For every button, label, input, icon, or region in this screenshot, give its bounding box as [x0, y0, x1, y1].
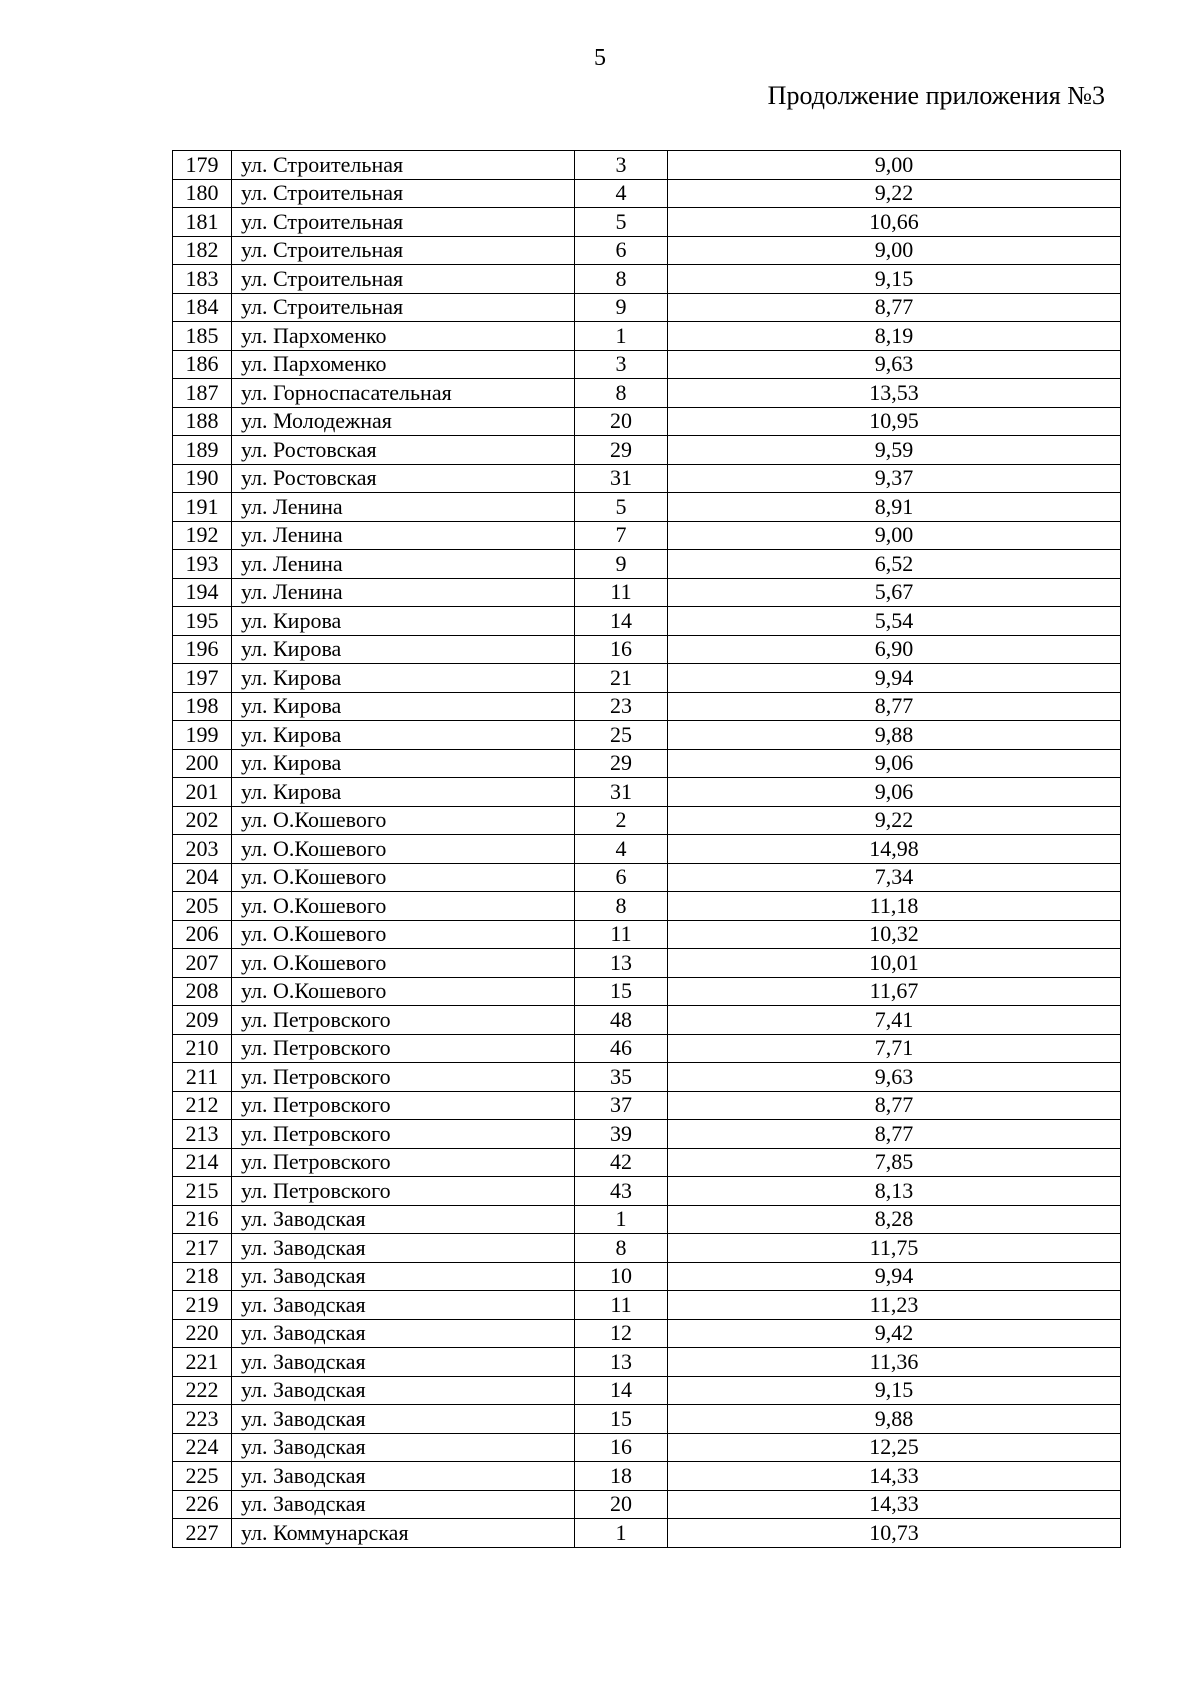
table-row	[173, 1034, 1121, 1063]
row-number-cell: 212	[173, 1091, 232, 1120]
row-number-cell: 211	[173, 1063, 232, 1092]
street-cell: ул. Петровского	[232, 1034, 575, 1063]
value-cell: 10,01	[668, 949, 1121, 978]
house-number-cell: 6	[575, 236, 668, 265]
street-cell: ул. Заводская	[232, 1376, 575, 1405]
house-number-cell: 39	[575, 1120, 668, 1149]
street-cell: ул. Заводская	[232, 1262, 575, 1291]
row-number-cell: 185	[173, 322, 232, 351]
row-number-cell: 209	[173, 1006, 232, 1035]
street-cell: ул. Заводская	[232, 1490, 575, 1519]
value-cell: 6,52	[668, 550, 1121, 579]
row-number-cell: 226	[173, 1490, 232, 1519]
house-number-cell: 13	[575, 1348, 668, 1377]
street-cell: ул. О.Кошевого	[232, 835, 575, 864]
table-row	[173, 1462, 1121, 1491]
row-number-cell: 215	[173, 1177, 232, 1206]
street-cell: ул. О.Кошевого	[232, 863, 575, 892]
house-number-cell: 3	[575, 151, 668, 180]
value-cell: 9,15	[668, 1376, 1121, 1405]
table-row	[173, 151, 1121, 180]
table-row	[173, 977, 1121, 1006]
house-number-cell: 1	[575, 1519, 668, 1548]
table-row	[173, 1376, 1121, 1405]
house-number-cell: 1	[575, 1205, 668, 1234]
street-cell: ул. Петровского	[232, 1148, 575, 1177]
house-number-cell: 18	[575, 1462, 668, 1491]
row-number-cell: 201	[173, 778, 232, 807]
value-cell: 9,15	[668, 265, 1121, 294]
table-row	[173, 835, 1121, 864]
table-row	[173, 1205, 1121, 1234]
street-cell: ул. Кирова	[232, 692, 575, 721]
house-number-cell: 16	[575, 635, 668, 664]
street-cell: ул. Заводская	[232, 1319, 575, 1348]
table-row	[173, 1405, 1121, 1434]
value-cell: 10,95	[668, 407, 1121, 436]
table-row	[173, 293, 1121, 322]
table-row	[173, 236, 1121, 265]
table-row	[173, 1148, 1121, 1177]
street-cell: ул. Строительная	[232, 293, 575, 322]
data-table	[172, 150, 1121, 1548]
row-number-cell: 189	[173, 436, 232, 465]
value-cell: 9,22	[668, 179, 1121, 208]
house-number-cell: 37	[575, 1091, 668, 1120]
house-number-cell: 8	[575, 379, 668, 408]
row-number-cell: 183	[173, 265, 232, 294]
house-number-cell: 15	[575, 1405, 668, 1434]
row-number-cell: 222	[173, 1376, 232, 1405]
house-number-cell: 21	[575, 664, 668, 693]
table-row	[173, 464, 1121, 493]
table-row	[173, 1262, 1121, 1291]
street-cell: ул. Строительная	[232, 179, 575, 208]
table-row	[173, 436, 1121, 465]
row-number-cell: 217	[173, 1234, 232, 1263]
street-cell: ул. Пархоменко	[232, 322, 575, 351]
street-cell: ул. Ростовская	[232, 464, 575, 493]
house-number-cell: 23	[575, 692, 668, 721]
table-row	[173, 265, 1121, 294]
value-cell: 9,63	[668, 350, 1121, 379]
row-number-cell: 192	[173, 521, 232, 550]
house-number-cell: 14	[575, 607, 668, 636]
row-number-cell: 213	[173, 1120, 232, 1149]
value-cell: 11,75	[668, 1234, 1121, 1263]
table-row	[173, 521, 1121, 550]
table-row	[173, 208, 1121, 237]
house-number-cell: 42	[575, 1148, 668, 1177]
row-number-cell: 193	[173, 550, 232, 579]
table-row	[173, 350, 1121, 379]
street-cell: ул. О.Кошевого	[232, 920, 575, 949]
house-number-cell: 5	[575, 493, 668, 522]
street-cell: ул. Ленина	[232, 550, 575, 579]
value-cell: 13,53	[668, 379, 1121, 408]
row-number-cell: 200	[173, 749, 232, 778]
value-cell: 9,63	[668, 1063, 1121, 1092]
row-number-cell: 219	[173, 1291, 232, 1320]
value-cell: 5,54	[668, 607, 1121, 636]
house-number-cell: 1	[575, 322, 668, 351]
street-cell: ул. Кирова	[232, 607, 575, 636]
row-number-cell: 198	[173, 692, 232, 721]
value-cell: 9,59	[668, 436, 1121, 465]
value-cell: 9,94	[668, 664, 1121, 693]
row-number-cell: 184	[173, 293, 232, 322]
row-number-cell: 220	[173, 1319, 232, 1348]
value-cell: 7,85	[668, 1148, 1121, 1177]
street-cell: ул. Заводская	[232, 1348, 575, 1377]
table-row	[173, 322, 1121, 351]
value-cell: 9,00	[668, 236, 1121, 265]
table-row	[173, 949, 1121, 978]
row-number-cell: 181	[173, 208, 232, 237]
continuation-heading: Продолжение приложения №3	[767, 81, 1105, 110]
house-number-cell: 15	[575, 977, 668, 1006]
value-cell: 8,13	[668, 1177, 1121, 1206]
house-number-cell: 13	[575, 949, 668, 978]
house-number-cell: 20	[575, 1490, 668, 1519]
street-cell: ул. Молодежная	[232, 407, 575, 436]
value-cell: 9,00	[668, 151, 1121, 180]
street-cell: ул. Заводская	[232, 1234, 575, 1263]
value-cell: 14,98	[668, 835, 1121, 864]
row-number-cell: 196	[173, 635, 232, 664]
house-number-cell: 11	[575, 578, 668, 607]
street-cell: ул. Петровского	[232, 1063, 575, 1092]
street-cell: ул. Заводская	[232, 1205, 575, 1234]
row-number-cell: 194	[173, 578, 232, 607]
row-number-cell: 227	[173, 1519, 232, 1548]
value-cell: 7,71	[668, 1034, 1121, 1063]
table-row	[173, 664, 1121, 693]
house-number-cell: 25	[575, 721, 668, 750]
street-cell: ул. Петровского	[232, 1006, 575, 1035]
row-number-cell: 180	[173, 179, 232, 208]
value-cell: 8,19	[668, 322, 1121, 351]
row-number-cell: 225	[173, 1462, 232, 1491]
value-cell: 8,77	[668, 692, 1121, 721]
street-cell: ул. Заводская	[232, 1433, 575, 1462]
table-row	[173, 179, 1121, 208]
value-cell: 11,23	[668, 1291, 1121, 1320]
house-number-cell: 7	[575, 521, 668, 550]
value-cell: 8,77	[668, 293, 1121, 322]
house-number-cell: 35	[575, 1063, 668, 1092]
street-cell: ул. Горноспасательная	[232, 379, 575, 408]
street-cell: ул. Кирова	[232, 749, 575, 778]
street-cell: ул. Кирова	[232, 721, 575, 750]
street-cell: ул. Коммунарская	[232, 1519, 575, 1548]
house-number-cell: 29	[575, 749, 668, 778]
row-number-cell: 210	[173, 1034, 232, 1063]
data-table-container	[172, 150, 1120, 1548]
street-cell: ул. Ленина	[232, 521, 575, 550]
house-number-cell: 3	[575, 350, 668, 379]
value-cell: 8,77	[668, 1091, 1121, 1120]
row-number-cell: 218	[173, 1262, 232, 1291]
table-row	[173, 379, 1121, 408]
row-number-cell: 208	[173, 977, 232, 1006]
table-row	[173, 1006, 1121, 1035]
house-number-cell: 4	[575, 179, 668, 208]
row-number-cell: 216	[173, 1205, 232, 1234]
row-number-cell: 191	[173, 493, 232, 522]
street-cell: ул. Заводская	[232, 1405, 575, 1434]
row-number-cell: 224	[173, 1433, 232, 1462]
house-number-cell: 5	[575, 208, 668, 237]
row-number-cell: 207	[173, 949, 232, 978]
street-cell: ул. Заводская	[232, 1462, 575, 1491]
row-number-cell: 186	[173, 350, 232, 379]
street-cell: ул. Ростовская	[232, 436, 575, 465]
street-cell: ул. Петровского	[232, 1120, 575, 1149]
row-number-cell: 205	[173, 892, 232, 921]
house-number-cell: 31	[575, 778, 668, 807]
street-cell: ул. О.Кошевого	[232, 892, 575, 921]
row-number-cell: 197	[173, 664, 232, 693]
house-number-cell: 11	[575, 920, 668, 949]
row-number-cell: 206	[173, 920, 232, 949]
value-cell: 9,94	[668, 1262, 1121, 1291]
row-number-cell: 214	[173, 1148, 232, 1177]
table-row	[173, 607, 1121, 636]
value-cell: 6,90	[668, 635, 1121, 664]
table-row	[173, 721, 1121, 750]
row-number-cell: 179	[173, 151, 232, 180]
street-cell: ул. Строительная	[232, 151, 575, 180]
row-number-cell: 190	[173, 464, 232, 493]
house-number-cell: 8	[575, 1234, 668, 1263]
row-number-cell: 203	[173, 835, 232, 864]
table-row	[173, 692, 1121, 721]
street-cell: ул. О.Кошевого	[232, 977, 575, 1006]
value-cell: 9,37	[668, 464, 1121, 493]
value-cell: 7,41	[668, 1006, 1121, 1035]
row-number-cell: 199	[173, 721, 232, 750]
street-cell: ул. Ленина	[232, 578, 575, 607]
row-number-cell: 187	[173, 379, 232, 408]
street-cell: ул. Петровского	[232, 1177, 575, 1206]
house-number-cell: 31	[575, 464, 668, 493]
street-cell: ул. Строительная	[232, 208, 575, 237]
value-cell: 10,32	[668, 920, 1121, 949]
house-number-cell: 14	[575, 1376, 668, 1405]
house-number-cell: 9	[575, 293, 668, 322]
street-cell: ул. Кирова	[232, 778, 575, 807]
table-row	[173, 1490, 1121, 1519]
table-row	[173, 493, 1121, 522]
street-cell: ул. Строительная	[232, 236, 575, 265]
table-row	[173, 1091, 1121, 1120]
table-row	[173, 1177, 1121, 1206]
table-row	[173, 749, 1121, 778]
street-cell: ул. Кирова	[232, 635, 575, 664]
table-row	[173, 550, 1121, 579]
table-row	[173, 1063, 1121, 1092]
house-number-cell: 16	[575, 1433, 668, 1462]
row-number-cell: 221	[173, 1348, 232, 1377]
table-row	[173, 1348, 1121, 1377]
table-body	[173, 151, 1121, 1548]
house-number-cell: 12	[575, 1319, 668, 1348]
value-cell: 9,06	[668, 778, 1121, 807]
table-row	[173, 920, 1121, 949]
table-row	[173, 407, 1121, 436]
street-cell: ул. О.Кошевого	[232, 806, 575, 835]
house-number-cell: 46	[575, 1034, 668, 1063]
value-cell: 11,36	[668, 1348, 1121, 1377]
row-number-cell: 195	[173, 607, 232, 636]
street-cell: ул. Ленина	[232, 493, 575, 522]
row-number-cell: 182	[173, 236, 232, 265]
value-cell: 8,91	[668, 493, 1121, 522]
house-number-cell: 43	[575, 1177, 668, 1206]
value-cell: 9,22	[668, 806, 1121, 835]
value-cell: 10,66	[668, 208, 1121, 237]
table-row	[173, 778, 1121, 807]
row-number-cell: 188	[173, 407, 232, 436]
street-cell: ул. Петровского	[232, 1091, 575, 1120]
table-row	[173, 1519, 1121, 1548]
table-row	[173, 1433, 1121, 1462]
table-row	[173, 892, 1121, 921]
value-cell: 9,42	[668, 1319, 1121, 1348]
house-number-cell: 4	[575, 835, 668, 864]
value-cell: 14,33	[668, 1490, 1121, 1519]
house-number-cell: 48	[575, 1006, 668, 1035]
table-row	[173, 1291, 1121, 1320]
house-number-cell: 10	[575, 1262, 668, 1291]
table-row	[173, 635, 1121, 664]
table-row	[173, 806, 1121, 835]
value-cell: 5,67	[668, 578, 1121, 607]
value-cell: 9,88	[668, 721, 1121, 750]
value-cell: 11,18	[668, 892, 1121, 921]
page-number: 5	[594, 45, 606, 71]
street-cell: ул. О.Кошевого	[232, 949, 575, 978]
value-cell: 11,67	[668, 977, 1121, 1006]
value-cell: 12,25	[668, 1433, 1121, 1462]
house-number-cell: 9	[575, 550, 668, 579]
street-cell: ул. Кирова	[232, 664, 575, 693]
house-number-cell: 2	[575, 806, 668, 835]
table-row	[173, 1319, 1121, 1348]
row-number-cell: 202	[173, 806, 232, 835]
value-cell: 9,00	[668, 521, 1121, 550]
street-cell: ул. Строительная	[232, 265, 575, 294]
table-row	[173, 863, 1121, 892]
value-cell: 7,34	[668, 863, 1121, 892]
house-number-cell: 20	[575, 407, 668, 436]
value-cell: 8,77	[668, 1120, 1121, 1149]
house-number-cell: 11	[575, 1291, 668, 1320]
table-row	[173, 1234, 1121, 1263]
value-cell: 9,88	[668, 1405, 1121, 1434]
table-row	[173, 1120, 1121, 1149]
house-number-cell: 29	[575, 436, 668, 465]
table-row	[173, 578, 1121, 607]
house-number-cell: 8	[575, 265, 668, 294]
value-cell: 10,73	[668, 1519, 1121, 1548]
house-number-cell: 8	[575, 892, 668, 921]
value-cell: 9,06	[668, 749, 1121, 778]
value-cell: 14,33	[668, 1462, 1121, 1491]
street-cell: ул. Заводская	[232, 1291, 575, 1320]
house-number-cell: 6	[575, 863, 668, 892]
row-number-cell: 223	[173, 1405, 232, 1434]
value-cell: 8,28	[668, 1205, 1121, 1234]
row-number-cell: 204	[173, 863, 232, 892]
street-cell: ул. Пархоменко	[232, 350, 575, 379]
